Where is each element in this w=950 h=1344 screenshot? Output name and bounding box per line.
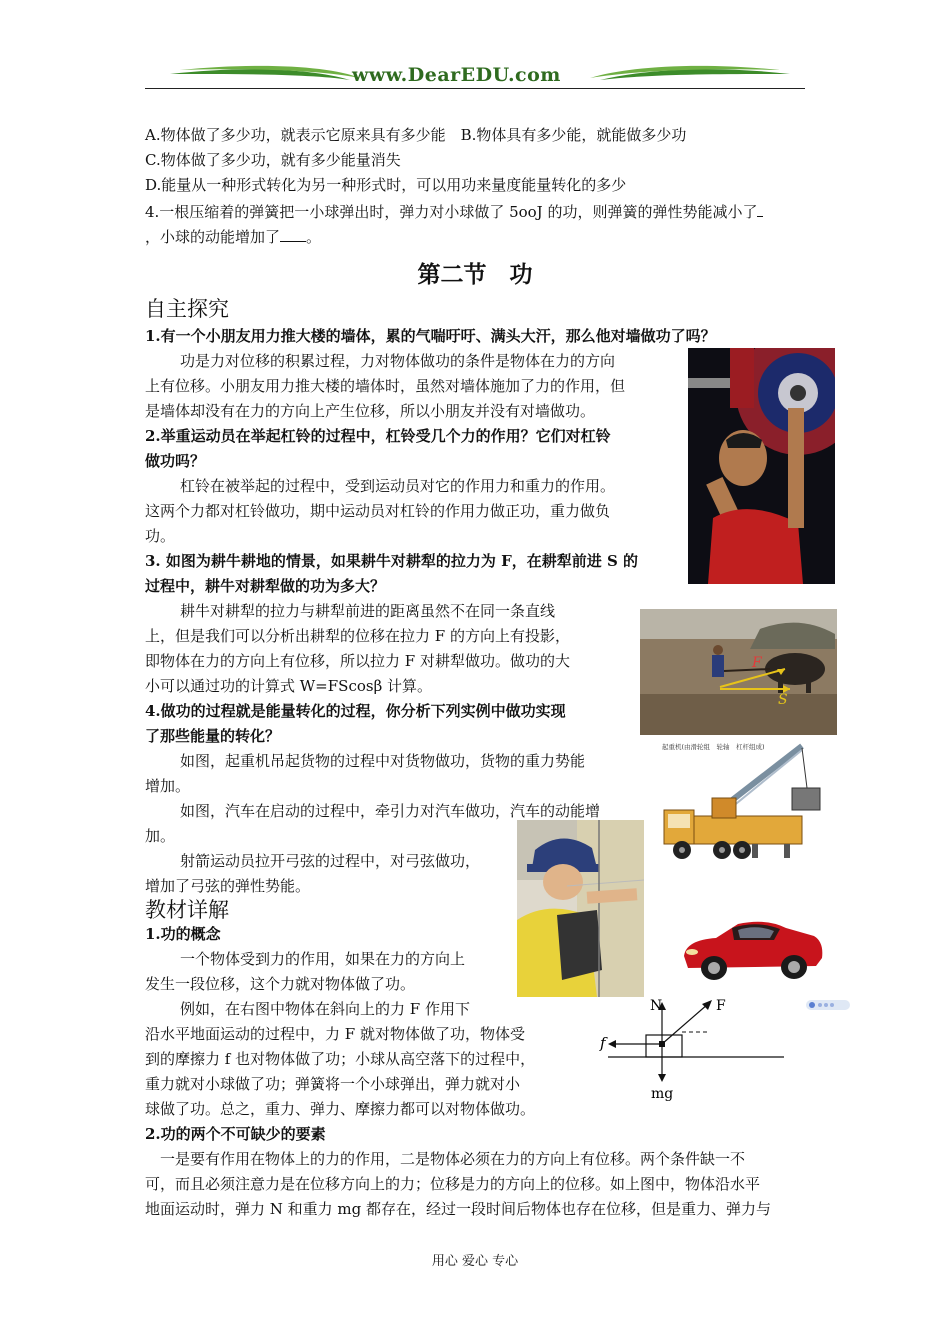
plow-label-f: F <box>752 655 762 671</box>
section-1-line-2: 发生一段位移，这个力就对物体做了功。 <box>145 975 416 993</box>
question-3-line-1: 3. 如图为耕牛耕地的情景，如果耕牛对耕犁的拉力为 F，在耕犁前进 S 的 <box>145 552 639 570</box>
heading-textbook: 教材详解 <box>145 898 229 922</box>
header-rule <box>145 88 805 89</box>
answer-1-line-3: 是墙体却没有在力的方向上产生位移，所以小朋友并没有对墙做功。 <box>145 402 596 420</box>
answer-1-line-1: 功是力对位移的积累过程，力对物体做功的条件是物体在力的方向 <box>180 352 616 370</box>
answer-1-line-2: 上有位移。小朋友用力推大楼的墙体时，虽然对墙体施加了力的作用，但 <box>145 377 626 395</box>
section-1-line-7: 球做了功。总之，重力、弹力、摩擦力都可以对物体做功。 <box>145 1100 536 1118</box>
section-1-line-5: 到的摩擦力 f 也对物体做了功；小球从高空落下的过程中， <box>145 1050 536 1068</box>
answer-2-line-3: 功。 <box>145 527 176 545</box>
question-4b-line-1: 4.做功的过程就是能量转化的过程，你分析下列实例中做功实现 <box>145 702 566 720</box>
option-d: D.能量从一种形式转化为另一种形式时，可以用功来量度能量转化的多少 <box>145 176 627 194</box>
question-4b-line-2: 了那些能量的转化？ <box>145 727 281 745</box>
question-4-end: 。 <box>306 228 322 246</box>
answer-4-line-4: 加。 <box>145 827 176 845</box>
answer-4-line-2: 增加。 <box>145 777 191 795</box>
answer-2-line-1: 杠铃在被举起的过程中，受到运动员对它的作用力和重力的作用。 <box>180 477 616 495</box>
red-car-illustration <box>676 912 826 984</box>
section-2-line-2: 可，而且必须注意力是在位移方向上的力；位移是力的方向上的位移。如上图中，物体沿水平 <box>145 1175 761 1193</box>
question-3-line-2: 过程中，耕牛对耕犁做的功为多大？ <box>145 577 386 595</box>
answer-4-line-6: 增加了弓弦的弹性势能。 <box>145 877 311 895</box>
decorative-badge-icon <box>806 998 850 1012</box>
answer-blank-1[interactable] <box>757 198 763 217</box>
question-1: 1.有一个小朋友用力推大楼的墙体，累的气喘吁吁、满头大汗，那么他对墙做功了吗？ <box>145 327 716 345</box>
answer-3-line-4: 小可以通过功的计算式 W=FScosβ 计算。 <box>145 677 433 695</box>
label-f-friction: f <box>600 1034 606 1052</box>
option-a-b: A.物体做了多少功，就表示它原来具有多少能 B.物体具有多少能，就能做多少功 <box>145 126 687 144</box>
section-2-line-3: 地面运动时，弹力 N 和重力 mg 都存在，经过一段时间后物体也存在位移，但是重力、弹力与 <box>145 1200 772 1218</box>
page-footer: 用心 爱心 专心 <box>431 1254 519 1269</box>
section-1-line-4: 沿水平地面运动的过程中，力 F 就对物体做了功，物体受 <box>145 1025 525 1043</box>
question-4-text-2: ，小球的动能增加了 <box>145 228 281 246</box>
section-1-line-6: 重力就对小球做了功；弹簧将一个小球弹出，弹力就对小 <box>145 1075 521 1093</box>
question-4 <box>145 198 763 225</box>
answer-4-line-5: 射箭运动员拉开弓弦的过程中，对弓弦做功， <box>180 852 481 870</box>
section-2-title: 2.功的两个不可缺少的要素 <box>145 1125 326 1143</box>
answer-4-line-1: 如图，起重机吊起货物的过程中对货物做功，货物的重力势能 <box>180 752 586 770</box>
question-4-cont <box>145 223 321 250</box>
answer-3-line-3: 即物体在力的方向上有位移，所以拉力 F 对耕犁做功。做功的大 <box>145 652 570 670</box>
section-2-line-1: 一是要有作用在物体上的力的作用，二是物体必须在力的方向上有位移。两个条件缺一不 <box>160 1150 746 1168</box>
question-2-line-1: 2.举重运动员在举起杠铃的过程中，杠铃受几个力的作用？它们对杠铃 <box>145 427 611 445</box>
answer-3-line-2: 上，但是我们可以分析出耕犁的位移在拉力 F 的方向上有投影， <box>145 627 570 645</box>
label-f-upper: F <box>716 998 726 1014</box>
section-1-title: 1.功的概念 <box>145 925 221 943</box>
label-mg: mg <box>651 1086 674 1102</box>
header-logo-text: www.DearEDU.com <box>352 64 561 86</box>
answer-3-line-1: 耕牛对耕犁的拉力与耕犁前进的距离虽然不在同一条直线 <box>180 602 556 620</box>
crane-caption: 起重机(由滑轮组 轮轴 杠杆组成) <box>662 743 765 751</box>
force-diagram <box>598 996 788 1102</box>
answer-blank-2[interactable] <box>280 223 306 242</box>
weightlifter-photo <box>688 348 835 584</box>
question-2-line-2: 做功吗？ <box>145 452 206 470</box>
crane-truck-illustration <box>652 738 824 866</box>
answer-2-line-2: 这两个力都对杠铃做功，期中运动员对杠铃的作用力做正功，重力做负 <box>145 502 611 520</box>
answer-4-line-3: 如图，汽车在启动的过程中，牵引力对汽车做功，汽车的动能增 <box>180 802 601 820</box>
section-1-line-1: 一个物体受到力的作用，如果在力的方向上 <box>180 950 466 968</box>
section-1-line-3: 例如，在右图中物体在斜向上的力 F 作用下 <box>180 1000 470 1018</box>
plow-label-s: S <box>778 692 788 708</box>
heading-explore: 自主探究 <box>145 297 229 321</box>
ox-plowing-photo <box>640 609 837 735</box>
question-4-text: 4.一根压缩着的弹簧把一小球弹出时，弹力对小球做了 5ooJ 的功，则弹簧的弹性势能减小了 <box>145 203 758 221</box>
option-c: C.物体做了多少功，就有多少能量消失 <box>145 151 401 169</box>
label-n: N <box>650 998 663 1014</box>
section-title: 第二节 功 <box>417 261 533 288</box>
archer-photo <box>517 820 644 997</box>
